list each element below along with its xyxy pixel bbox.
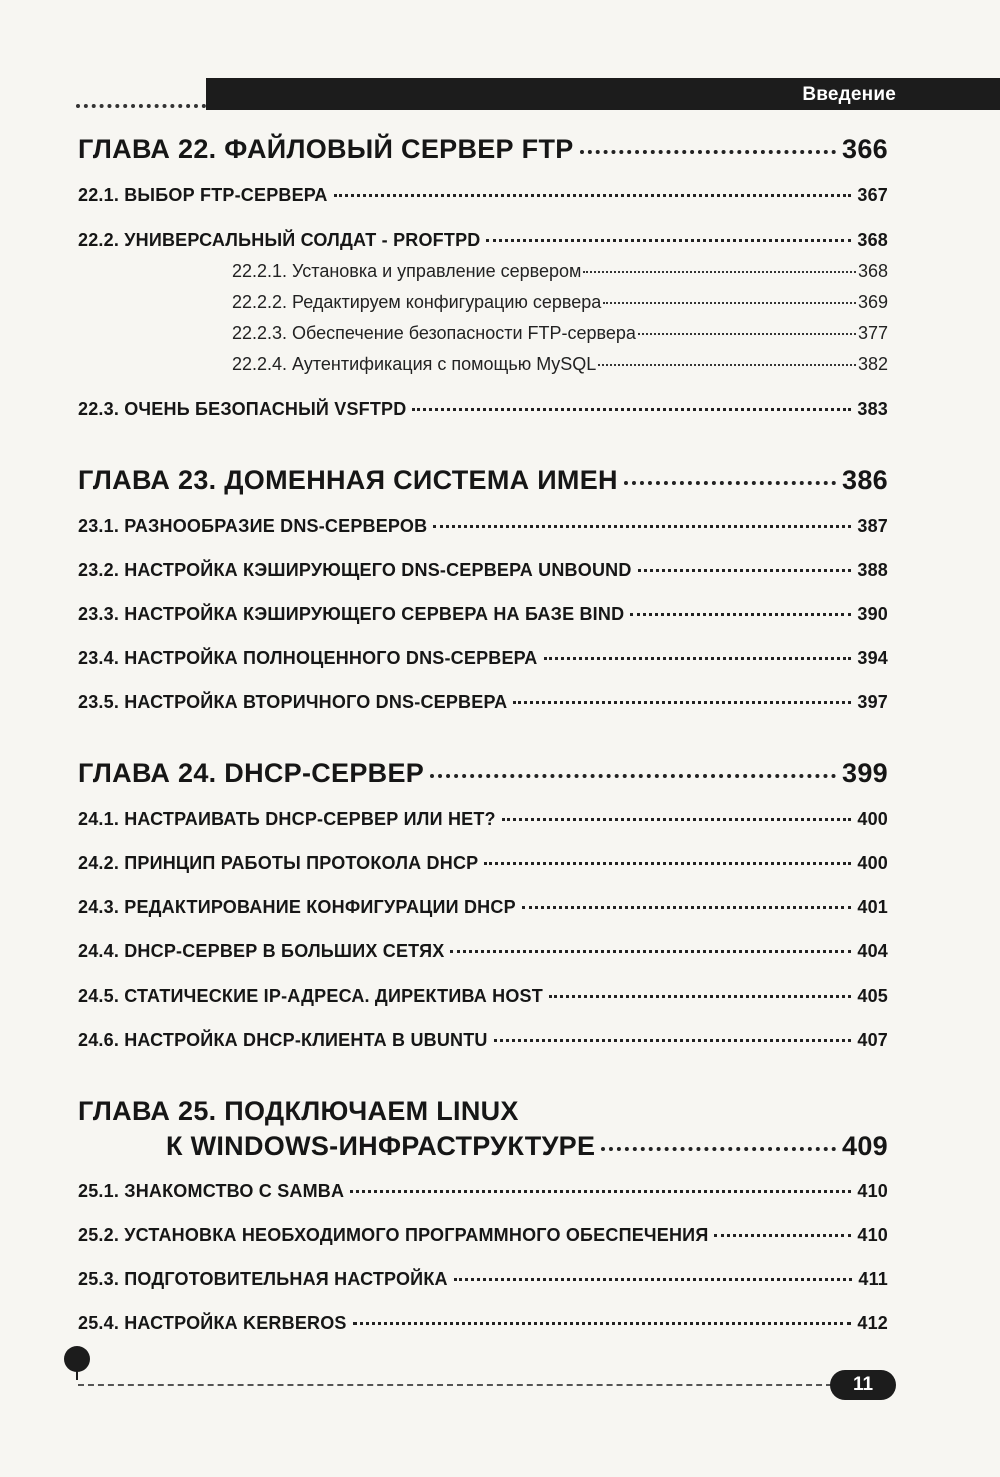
toc-leader-dots (630, 613, 851, 616)
toc-leader-dots (638, 333, 856, 335)
toc-chapter-title: К WINDOWS-ИНФРАСТРУКТУРЕ (166, 1131, 596, 1161)
toc-section-title: 23.5. НАСТРОЙКА ВТОРИЧНОГО DNS-СЕРВЕРА (78, 692, 508, 712)
toc-leader-dots (549, 995, 851, 998)
toc-page-number: 394 (857, 648, 888, 668)
toc-section-title: 23.3. НАСТРОЙКА КЭШИРУЮЩЕГО СЕРВЕРА НА БАЗЕ BIND (78, 604, 625, 624)
toc-page-number: 369 (857, 292, 888, 312)
toc-page-number: 388 (857, 560, 888, 580)
toc-section-title: 22.1. ВЫБОР FTP-СЕРВЕРА (78, 185, 328, 205)
toc-chapter-title: ГЛАВА 23. ДОМЕННАЯ СИСТЕМА ИМЕН (78, 465, 618, 495)
toc-section-title: 24.5. СТАТИЧЕСКИЕ IP-АДРЕСА. ДИРЕКТИВА HOST (78, 986, 543, 1006)
toc-page-number: 366 (842, 134, 888, 164)
toc-leader-dots (583, 271, 856, 273)
toc-leader-dots (601, 1147, 836, 1151)
toc-chapter-25[interactable] (166, 1131, 888, 1162)
toc-section-title: 25.3. ПОДГОТОВИТЕЛЬНАЯ НАСТРОЙКА (78, 1269, 448, 1289)
toc-leader-dots (334, 194, 852, 197)
toc-chapter-23[interactable] (78, 465, 888, 496)
toc-page-number: 386 (842, 465, 888, 495)
toc-page-number: 400 (857, 853, 888, 873)
toc-chapter-22[interactable] (78, 134, 888, 165)
toc-leader-dots (714, 1234, 851, 1237)
toc-leader-dots (353, 1322, 852, 1325)
toc-page-number: 410 (857, 1181, 888, 1201)
toc-leader-dots (624, 481, 836, 485)
toc-leader-dots (484, 862, 851, 865)
toc-page-number: 399 (842, 758, 888, 788)
toc-subsection-title: 22.2.2. Редактируем конфигурацию сервера (232, 292, 602, 312)
toc-page-number: 383 (857, 399, 888, 419)
toc-section-title: 24.3. РЕДАКТИРОВАНИЕ КОНФИГУРАЦИИ DHCP (78, 897, 516, 917)
toc-page-number: 397 (857, 692, 888, 712)
toc-page-number: 390 (857, 604, 888, 624)
toc-section-title: 25.2. УСТАНОВКА НЕОБХОДИМОГО ПРОГРАММНОГО ОБЕСПЕЧЕНИЯ (78, 1225, 709, 1245)
toc-page-number: 411 (858, 1269, 888, 1289)
footer-dashed-rule (78, 1384, 832, 1386)
toc-subsection-22-2-4[interactable] (232, 354, 888, 375)
toc-section-22-2[interactable] (78, 230, 888, 251)
toc-page-number: 368 (857, 230, 888, 250)
toc-section-22-1[interactable] (78, 185, 888, 206)
toc-subsection-22-2-2[interactable] (232, 292, 888, 313)
toc-section-title: 24.6. НАСТРОЙКА DHCP-КЛИЕНТА В UBUNTU (78, 1030, 488, 1050)
toc-section-title: 23.4. НАСТРОЙКА ПОЛНОЦЕННОГО DNS-СЕРВЕРА (78, 648, 538, 668)
toc-leader-dots (494, 1039, 852, 1042)
toc-section-title: 23.2. НАСТРОЙКА КЭШИРУЮЩЕГО DNS-СЕРВЕРА UNBOUND (78, 560, 632, 580)
toc-page-number: 401 (857, 897, 888, 917)
toc-page-number: 387 (857, 516, 888, 536)
running-header-title: Введение (802, 84, 896, 105)
toc-section-title: 23.1. РАЗНООБРАЗИЕ DNS-СЕРВЕРОВ (78, 516, 428, 536)
toc-section-25-1[interactable] (78, 1181, 888, 1202)
toc-leader-dots (522, 906, 852, 909)
toc-subsection-title: 22.2.1. Установка и управление сервером (232, 261, 582, 281)
toc-chapter-title: ГЛАВА 24. DHCP-СЕРВЕР (78, 758, 425, 788)
toc-section-title: 24.1. НАСТРАИВАТЬ DHCP-СЕРВЕР ИЛИ НЕТ? (78, 809, 496, 829)
toc-leader-dots (544, 657, 852, 660)
toc-section-title: 22.2. УНИВЕРСАЛЬНЫЙ СОЛДАТ - PROFTPD (78, 230, 481, 250)
toc-leader-dots (450, 950, 851, 953)
toc-leader-dots (502, 818, 852, 821)
toc-page-number: 382 (857, 354, 888, 374)
toc-leader-dots (638, 569, 852, 572)
toc-section-title: 24.2. ПРИНЦИП РАБОТЫ ПРОТОКОЛА DHCP (78, 853, 479, 873)
toc-page-number: 368 (857, 261, 888, 281)
toc-section-25-4[interactable] (78, 1313, 888, 1334)
running-header-bar (206, 78, 1000, 110)
toc-section-24-2[interactable] (78, 853, 888, 874)
toc-subsection-title: 22.2.3. Обеспечение безопасности FTP-сервера (232, 323, 636, 343)
toc-leader-dots (603, 302, 856, 304)
toc-section-24-6[interactable] (78, 1030, 888, 1051)
toc-section-23-3[interactable] (78, 604, 888, 625)
toc-page-number: 400 (857, 809, 888, 829)
toc-section-24-4[interactable] (78, 941, 888, 962)
toc-page-number: 412 (857, 1313, 888, 1333)
toc-section-title: 25.4. НАСТРОЙКА KERBEROS (78, 1313, 347, 1333)
toc-subsection-22-2-3[interactable] (232, 323, 888, 344)
toc-page-number: 367 (857, 185, 888, 205)
toc-section-23-5[interactable] (78, 692, 888, 713)
toc-leader-dots (430, 774, 836, 778)
toc-chapter-title: ГЛАВА 22. ФАЙЛОВЫЙ СЕРВЕР FTP (78, 134, 574, 164)
toc-section-23-4[interactable] (78, 648, 888, 669)
toc-page-number: 404 (857, 941, 888, 961)
toc-leader-dots (513, 701, 851, 704)
header-dotted-rule (76, 104, 206, 108)
footer-bullet-icon (64, 1346, 90, 1372)
toc-leader-dots (598, 364, 856, 366)
toc-leader-dots (580, 150, 836, 154)
toc-section-23-1[interactable] (78, 516, 888, 537)
toc-section-22-3[interactable] (78, 399, 888, 420)
toc-chapter-25-title-line1[interactable]: ГЛАВА 25. ПОДКЛЮЧАЕМ LINUX (78, 1096, 519, 1126)
toc-leader-dots (486, 239, 851, 242)
toc-leader-dots (433, 525, 851, 528)
toc-section-23-2[interactable] (78, 560, 888, 581)
toc-section-25-2[interactable] (78, 1225, 888, 1246)
toc-section-title: 25.1. ЗНАКОМСТВО С SAMBA (78, 1181, 345, 1201)
toc-section-24-1[interactable] (78, 809, 888, 830)
toc-subsection-22-2-1[interactable] (232, 261, 888, 282)
toc-section-title: 24.4. DHCP-СЕРВЕР В БОЛЬШИХ СЕТЯХ (78, 941, 445, 961)
toc-page-number: 409 (842, 1131, 888, 1161)
toc-page-number: 407 (857, 1030, 888, 1050)
toc-section-24-3[interactable] (78, 897, 888, 918)
toc-leader-dots (412, 408, 851, 411)
toc-page-number: 410 (857, 1225, 888, 1245)
page-number-badge: 11 (830, 1370, 896, 1400)
toc-section-title: 22.3. ОЧЕНЬ БЕЗОПАСНЫЙ VSFTPD (78, 399, 407, 419)
toc-page-number: 377 (857, 323, 888, 343)
toc-leader-dots (454, 1278, 853, 1281)
toc-page-number: 405 (857, 986, 888, 1006)
toc-leader-dots (350, 1190, 851, 1193)
toc-chapter-24[interactable] (78, 758, 888, 789)
toc-section-25-3[interactable] (78, 1269, 888, 1290)
toc-subsection-title: 22.2.4. Аутентификация с помощью MySQL (232, 354, 597, 374)
toc-section-24-5[interactable] (78, 986, 888, 1007)
